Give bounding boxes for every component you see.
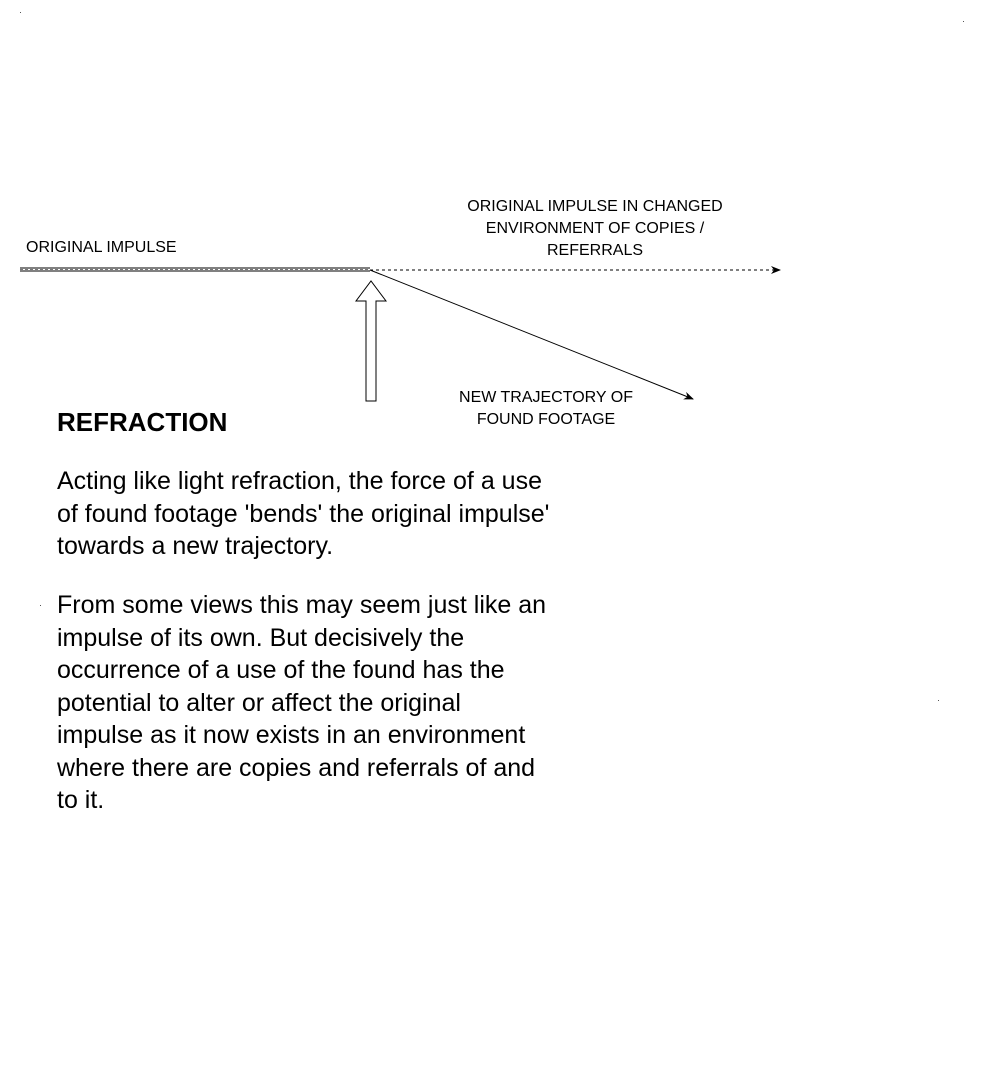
speck — [40, 605, 41, 606]
speck — [938, 700, 939, 701]
new-trajectory-arrow — [370, 270, 693, 399]
new-trajectory-label — [436, 387, 656, 431]
speck — [963, 21, 964, 22]
changed-environment-line: ENVIRONMENT OF COPIES / — [485, 220, 705, 237]
body-paragraph-1: Acting like light refraction, the force of a use of found footage 'bends' the original impulse' towards a new trajectory. — [57, 467, 550, 560]
original-impulse-line — [20, 268, 370, 271]
new-trajectory-line: FOUND FOOTAGE — [476, 411, 616, 428]
speck — [20, 12, 21, 13]
changed-environment-line: ORIGINAL IMPULSE IN CHANGED — [467, 198, 723, 215]
found-footage-force-arrow — [356, 281, 386, 401]
changed-environment-line: REFERRALS — [546, 242, 644, 259]
changed-environment-label — [435, 196, 755, 262]
body-paragraph-2: From some views this may seem just like an impulse of its own. But decisively the occurrence of a use of the found has the potential to alter or affect the original impulse as it now exists in an environment where there are copies and referrals of and to it. — [57, 591, 547, 814]
section-heading: REFRACTION — [57, 407, 228, 437]
original-impulse-label: ORIGINAL IMPULSE — [26, 239, 177, 256]
new-trajectory-line: NEW TRAJECTORY OF — [459, 389, 633, 406]
